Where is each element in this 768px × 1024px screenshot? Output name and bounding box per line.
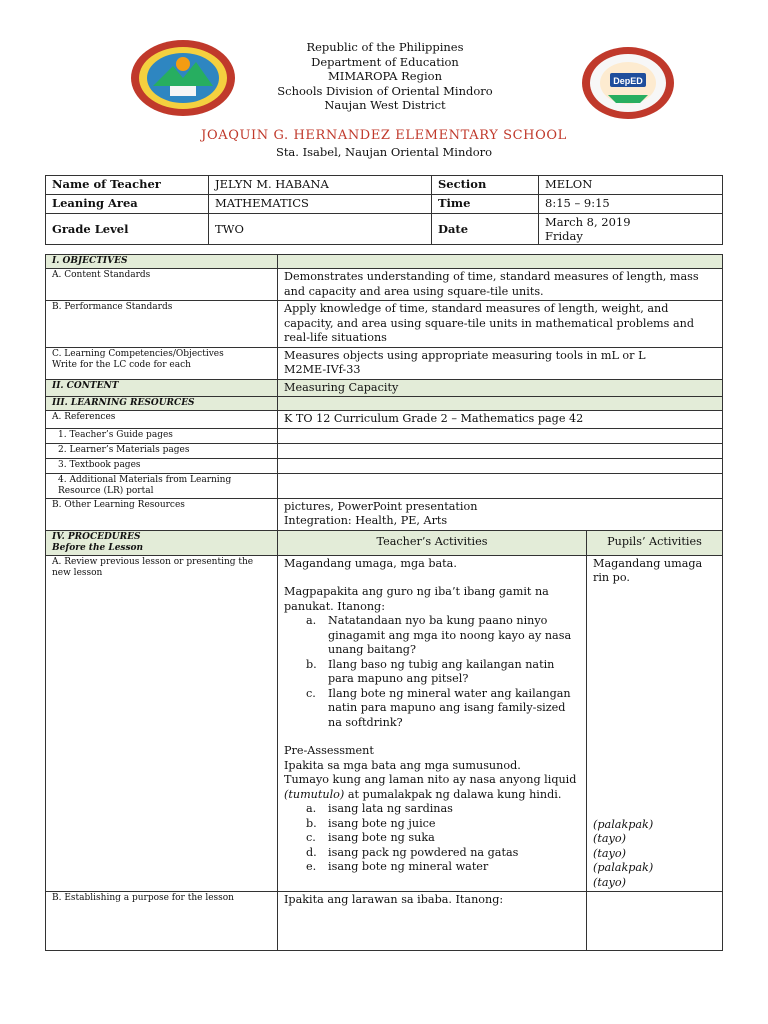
- resources-heading: III. LEARNING RESOURCES: [46, 397, 278, 411]
- school-address: Sta. Isabel, Naujan Oriental Mindoro: [275, 145, 493, 159]
- pupil-answer: (palakpak): [593, 861, 654, 874]
- item-text: isang lata ng sardinas: [328, 802, 453, 815]
- resources-blank: [278, 397, 723, 411]
- instruction-italic: (tumutulo): [284, 787, 345, 801]
- teacher-col-header: Teacher’s Activities: [278, 530, 587, 555]
- section-value: MELON: [539, 176, 723, 195]
- objectives-blank: [278, 255, 723, 269]
- refs-text: K TO 12 Curriculum Grade 2 – Mathematics page 42: [278, 411, 723, 429]
- content-std-text: Demonstrates understanding of time, standard measures of length, mass and capacity and area using square-tile units.: [278, 269, 723, 301]
- purpose-label: B. Establishing a purpose for the lesson: [46, 892, 278, 951]
- show-instruction: Magpapakita ang guro ng iba’t ibang gamit na panukat. Itanong:: [284, 585, 549, 613]
- lc-text: [278, 347, 723, 379]
- lc-line: Measures objects using appropriate measuring tools in mL or L: [284, 348, 646, 362]
- lm-blank: [278, 443, 723, 458]
- question-list: [284, 614, 580, 730]
- greeting: Magandang umaga, mga bata.: [284, 556, 457, 570]
- pupil-answer: (tayo): [593, 875, 626, 889]
- lc-label: [46, 347, 278, 379]
- lm-label: 2. Learner’s Materials pages: [46, 443, 278, 458]
- list-marker: d.: [306, 845, 317, 859]
- pupil-greeting: Magandang umaga rin po.: [593, 556, 703, 584]
- date-label: Date: [432, 214, 539, 245]
- item-text: isang bote ng juice: [328, 816, 436, 830]
- lesson-plan-table: [45, 254, 723, 951]
- pupil-answer: (tayo): [593, 832, 626, 845]
- procedures-label: IV. PROCEDURES: [52, 531, 141, 542]
- day-text: Friday: [545, 229, 583, 243]
- tg-blank: [278, 428, 723, 443]
- teacher-info-table: [45, 175, 723, 245]
- pre-assessment-instruction: [284, 773, 580, 802]
- perf-std-text: Apply knowledge of time, standard measures of length, weight, and capacity, and area using square-tile units in mathematical problems and real-life situations: [278, 301, 723, 348]
- question-text: Ilang bote ng mineral water ang kailangan natin para mapuno ang isang family-sized na softdrink?: [328, 686, 571, 729]
- refs-label: A. References: [46, 411, 278, 429]
- header-line: MIMAROPA Region: [328, 69, 442, 83]
- time-label: Time: [432, 195, 539, 214]
- am-blank: [278, 473, 723, 498]
- review-pupil-cell: [587, 555, 723, 892]
- list-item: [306, 845, 580, 861]
- list-item: [306, 657, 580, 687]
- list-item: [306, 860, 580, 875]
- list-marker: b.: [306, 657, 317, 671]
- list-marker: c.: [306, 831, 316, 844]
- review-label: A. Review previous lesson or presenting the new lesson: [46, 555, 278, 892]
- list-marker: e.: [306, 860, 317, 873]
- content-text: Measuring Capacity: [278, 379, 723, 397]
- list-item: [306, 686, 580, 731]
- list-marker: c.: [306, 686, 316, 700]
- question-text: Ilang baso ng tubig ang kailangan natin para mapuno ang pitsel?: [328, 657, 555, 685]
- grade-value: TWO: [209, 214, 432, 245]
- list-item: [306, 802, 580, 817]
- pupil-answer: (palakpak): [593, 817, 654, 831]
- question-text: Natatandaan nyo ba kung paano ninyo ginagamit ang mga ito noong kayo ay nasa unang baitang?: [328, 614, 572, 656]
- other-text: [278, 498, 723, 530]
- list-marker: a.: [306, 614, 317, 627]
- date-value: [539, 214, 723, 245]
- agency-header: [250, 40, 520, 113]
- perf-std-label: B. Performance Standards: [46, 301, 278, 348]
- content-std-label: A. Content Standards: [46, 269, 278, 301]
- teacher-value: JELYN M. HABANA: [209, 176, 432, 195]
- am-label: 4. Additional Materials from Learning Resource (LR) portal: [46, 473, 278, 498]
- grade-label: Grade Level: [46, 214, 209, 245]
- other-label: B. Other Learning Resources: [46, 498, 278, 530]
- item-text: isang pack ng powdered na gatas: [328, 845, 519, 859]
- objectives-heading: I. OBJECTIVES: [46, 255, 278, 269]
- header-line: Republic of the Philippines: [306, 40, 464, 54]
- lc-label-line: C. Learning Competencies/Objectives: [52, 348, 224, 359]
- school-name: JOAQUIN G. HERNANDEZ ELEMENTARY SCHOOL: [201, 128, 567, 143]
- list-item: [306, 816, 580, 832]
- svg-text:DepED: DepED: [613, 76, 643, 86]
- header-line: Department of Education: [311, 54, 459, 69]
- lc-label-line: Write for the LC code for each: [52, 359, 191, 370]
- item-list: [284, 802, 580, 875]
- section-label: Section: [432, 176, 539, 195]
- header-line: Naujan West District: [324, 98, 446, 112]
- time-value: 8:15 – 9:15: [539, 195, 723, 214]
- pre-assessment-line: Ipakita sa mga bata ang mga sumusunod.: [284, 758, 521, 772]
- instruction-part: Tumayo kung ang laman nito ay nasa anyong liquid: [284, 773, 577, 786]
- division-seal-logo: [128, 38, 238, 118]
- purpose-text: Ipakita ang larawan sa ibaba. Itanong:: [278, 892, 587, 951]
- list-marker: b.: [306, 816, 317, 830]
- tg-label: 1. Teacher’s Guide pages: [46, 428, 278, 443]
- header-line: Schools Division of Oriental Mindoro: [277, 83, 493, 98]
- area-label: Leaning Area: [46, 195, 209, 214]
- procedures-heading: [46, 530, 278, 555]
- before-label: Before the Lesson: [52, 542, 144, 553]
- list-item: [306, 831, 580, 846]
- school-seal-logo: [580, 45, 676, 121]
- area-value: MATHEMATICS: [209, 195, 432, 214]
- lc-code: M2ME-IVf-33: [284, 363, 361, 376]
- instruction-part: at pumalakpak ng dalawa kung hindi.: [344, 787, 562, 801]
- content-heading: II. CONTENT: [46, 379, 278, 397]
- review-teacher-cell: [278, 555, 587, 892]
- other-line: Integration: Health, PE, Arts: [284, 514, 448, 527]
- teacher-label: Name of Teacher: [46, 176, 209, 195]
- tb-label: 3. Textbook pages: [46, 458, 278, 473]
- item-text: isang bote ng suka: [328, 831, 435, 844]
- list-marker: a.: [306, 802, 317, 815]
- purpose-pupil-blank: [587, 892, 723, 951]
- other-line: pictures, PowerPoint presentation: [284, 499, 478, 513]
- date-text: March 8, 2019: [545, 215, 631, 229]
- pupils-col-header: Pupils’ Activities: [587, 530, 723, 555]
- pupil-answer: (tayo): [593, 846, 626, 860]
- item-text: isang bote ng mineral water: [328, 860, 489, 873]
- list-item: [306, 614, 580, 658]
- tb-blank: [278, 458, 723, 473]
- pre-assessment-title: Pre-Assessment: [284, 744, 374, 757]
